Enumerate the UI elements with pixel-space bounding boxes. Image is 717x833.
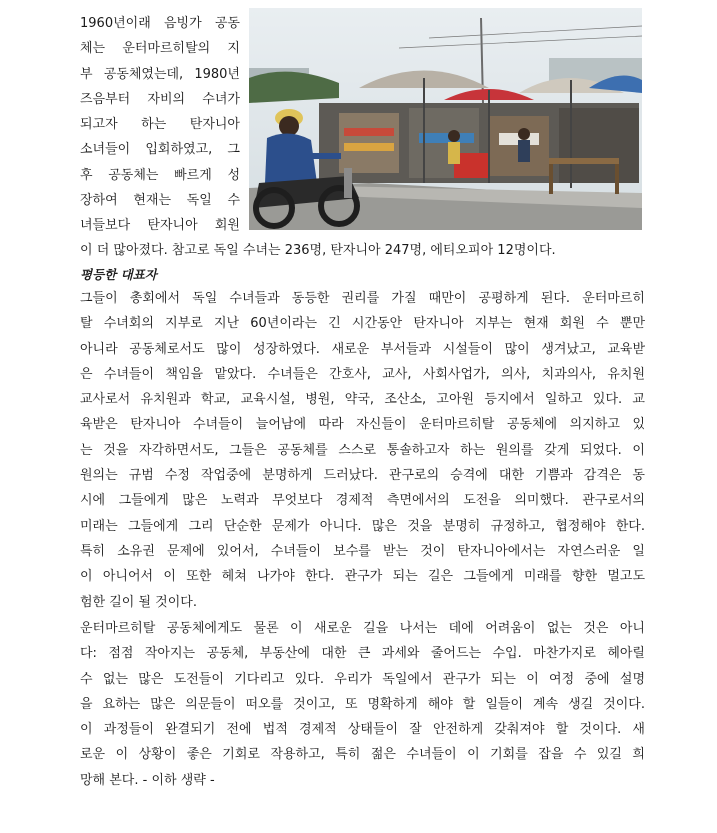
intro-last-line: 이 더 많아졌다. 참고로 독일 수녀는 236명, 탄자니아 247명, 에티오피아 12명이다. [80,243,556,258]
intro-section [80,0,645,258]
section-heading: 평등한 대표자 [80,267,157,282]
text-line: 다: 점점 작아지는 공동체, 부동산에 대한 큰 과세와 줄어드는 수입. 마찬가지로 헤아릴 [80,646,645,662]
text-line: 육받은 탄자니아 수녀들이 늘어남에 따라 자신들이 운터마르히탈 공동체에 의지하고 있 [80,417,645,433]
text-line: 장하여 현재는 독일 수 [80,193,240,209]
text-line: 원의는 규범 수정 작업중에 분명하게 드러났다. 관구로의 승격에 대한 기쁨과 감격은 동 [80,468,645,484]
paragraph-2 [80,616,645,793]
street-market-photo [249,8,642,230]
text-line: 운터마르히탈 공동체에게도 물론 이 새로운 길을 나서는 데에 어려움이 없는 것은 아니 [80,621,645,636]
text-line: 이 과정들이 완결되기 전에 법적 경제적 상태들이 잘 안전하게 갖춰져야 할 것이다. 새 [80,722,645,738]
text-line: 특히 소유권 문제에 있어서, 수녀들이 보수를 받는 것이 탄자니아에서는 자연스러운 일 [80,543,645,559]
text-line: 수 없는 많은 도전들이 기다리고 있다. 우리가 독일에서 관구가 되는 이 여정 중에 설명 [80,671,645,687]
intro-last-line-wrap [80,238,556,263]
intro-text [80,11,240,239]
text-line: 녀들보다 탄자니아 회원 [80,218,240,234]
text-line: 을 요하는 많은 의문들이 떠오를 것이고, 또 명확하게 해야 할 일들이 계속 생길 것이다. [80,696,645,712]
text-line: 체는 운터마르히탈의 지 [80,41,240,57]
text-line: 후 공동체는 빠르게 성 [80,167,240,183]
paragraph-1 [80,286,645,615]
text-line: 소녀들이 입회하였고, 그 [80,142,240,158]
text-line: 험한 길이 될 것이다. [80,594,197,610]
text-line: 탈 수녀회의 지부로 지난 60년이라는 긴 시간동안 탄자니아 지부는 현재 회원 수 뿐만 [80,316,645,332]
document-page [80,0,645,788]
text-line: 망해 본다. - 이하 생략 - [80,772,215,788]
text-line: 시에 그들에게 많은 노력과 무엇보다 경제적 측면에서의 도전을 의미했다. 관구로서의 [80,493,645,509]
text-line: 부 공동체였는데, 1980년 [80,66,240,82]
text-line: 로운 이 상황이 좋은 기회로 작용하고, 특히 젊은 수녀들이 이 기회를 잡을 수 있길 희 [80,747,645,763]
text-line: 즈음부터 자비의 수녀가 [80,91,240,107]
text-line: 교사로서 유치원과 학교, 교육시설, 병원, 약국, 조산소, 고아원 등지에서 일하고 있다. 교 [80,392,645,408]
text-line: 는 것을 자각하면서도, 그들은 공동체를 스스로 통솔하고자 하는 원의를 갖게 되었다. 이 [80,442,645,458]
text-line: 1960년이래 음빙가 공동 [80,16,240,31]
text-line: 미래는 그들에게 그리 단순한 문제가 아니다. 많은 것을 분명히 규정하고, 협정해야 한다. [80,518,645,534]
text-line: 이 아니어서 이 또한 헤쳐 나가야 한다. 관구가 되는 길은 그들에게 미래를 향한 멀고도 [80,569,645,585]
text-line: 아니라 공동체로서도 많이 성장하였다. 새로운 부서들과 시설들이 많이 생겨났고, 교육받 [80,341,645,357]
text-line: 은 수녀들이 책임을 맡았다. 수녀들은 간호사, 교사, 사회사업가, 의사, 치과의사, 유치원 [80,366,645,382]
text-line: 되고자 하는 탄자니아 [80,117,240,133]
text-line: 그들이 총회에서 독일 수녀들과 동등한 권리를 가질 때만이 공평하게 된다. 운터마르히 [80,291,645,306]
